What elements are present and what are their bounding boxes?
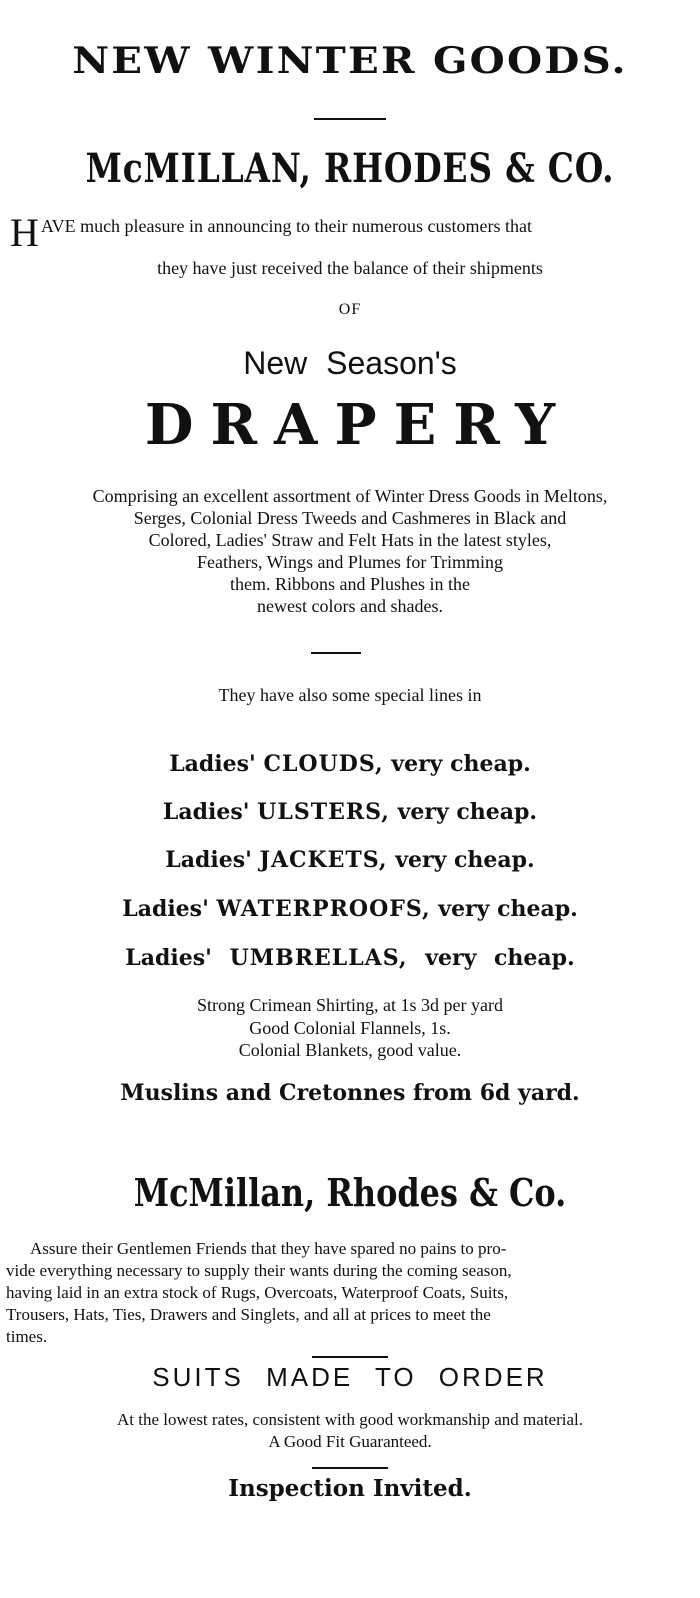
special-prefix: Ladies' [122, 896, 209, 922]
special-prefix: Ladies' [125, 945, 212, 971]
gentlemen-line: times. [6, 1327, 48, 1346]
special-item: WATERPROOFS, [216, 896, 431, 922]
divider-rule [312, 1467, 388, 1469]
drop-cap: H [10, 210, 39, 255]
special-line-umbrellas [0, 945, 700, 971]
special-item: CLOUDS, [263, 751, 384, 777]
comprising-line: Feathers, Wings and Plumes for Trimming [197, 552, 503, 572]
special-line-ulsters [0, 799, 700, 825]
divider-rule [311, 652, 361, 654]
comprising-line: Comprising an excellent assortment of Winter Dress Goods in Meltons, [92, 486, 608, 506]
firm-name-heading: McMILLAN, RHODES & CO. [85, 145, 615, 192]
divider-rule [314, 118, 386, 120]
rates-line: At the lowest rates, consistent with good workmanship and material. [117, 1410, 583, 1429]
special-prefix: Ladies' [165, 847, 252, 873]
special-lines-intro: They have also some special lines in [218, 685, 482, 705]
intro-line-1-text: AVE much pleasure in announcing to their numerous customers that [40, 216, 532, 236]
fit-line: A Good Fit Guaranteed. [268, 1432, 432, 1451]
gentlemen-line: vide everything necessary to supply their wants during the coming season, [6, 1261, 512, 1280]
comprising-paragraph [0, 485, 700, 617]
drapery-heading: DRAPERY [144, 392, 573, 458]
price-line: Good Colonial Flannels, 1s. [249, 1018, 451, 1038]
comprising-line: Serges, Colonial Dress Tweeds and Cashmeres in Black and [133, 508, 567, 528]
inspection-invited: Inspection Invited. [228, 1475, 472, 1502]
special-line-jackets [0, 847, 700, 873]
special-line-clouds [0, 751, 700, 777]
special-item: JACKETS, [259, 847, 388, 873]
special-prefix: Ladies' [162, 799, 250, 825]
special-suffix: very cheap. [438, 896, 578, 922]
special-item: UMBRELLAS, [229, 945, 408, 971]
gentlemen-line: having laid in an extra stock of Rugs, Overcoats, Waterproof Coats, Suits, [6, 1283, 509, 1302]
gentlemen-line: Trousers, Hats, Ties, Drawers and Singlets, and all at prices to meet the [6, 1305, 491, 1324]
comprising-line: newest colors and shades. [257, 596, 443, 616]
firm-name-heading-mixed: McMillan, Rhodes & Co. [133, 1170, 567, 1215]
special-suffix: very cheap. [425, 945, 575, 971]
price-line: Strong Crimean Shirting, at 1s 3d per yard [197, 995, 503, 1015]
price-line: Colonial Blankets, good value. [238, 1040, 462, 1060]
special-item: ULSTERS, [257, 799, 390, 825]
of-label: OF [338, 301, 362, 318]
comprising-line: them. Ribbons and Plushes in the [230, 574, 470, 594]
headline: NEW WINTER GOODS. [72, 40, 628, 82]
comprising-line: Colored, Ladies' Straw and Felt Hats in the latest styles, [148, 530, 552, 550]
gentlemen-line: Assure their Gentlemen Friends that they have spared no pains to pro- [30, 1239, 507, 1258]
muslins-line: Muslins and Cretonnes from 6d yard. [120, 1080, 580, 1106]
intro-line-1 [10, 210, 700, 255]
new-seasons-heading: New Season's [243, 345, 457, 381]
special-suffix: very cheap. [391, 751, 531, 777]
divider-rule [312, 1356, 388, 1358]
suits-heading: SUITS MADE TO ORDER [152, 1362, 548, 1392]
special-prefix: Ladies' [169, 751, 256, 777]
special-suffix: very cheap. [395, 847, 535, 873]
intro-line-2: they have just received the balance of their shipments [157, 258, 543, 278]
special-suffix: very cheap. [397, 799, 538, 825]
special-line-waterproofs [0, 896, 700, 922]
gentlemen-paragraph [6, 1238, 690, 1348]
